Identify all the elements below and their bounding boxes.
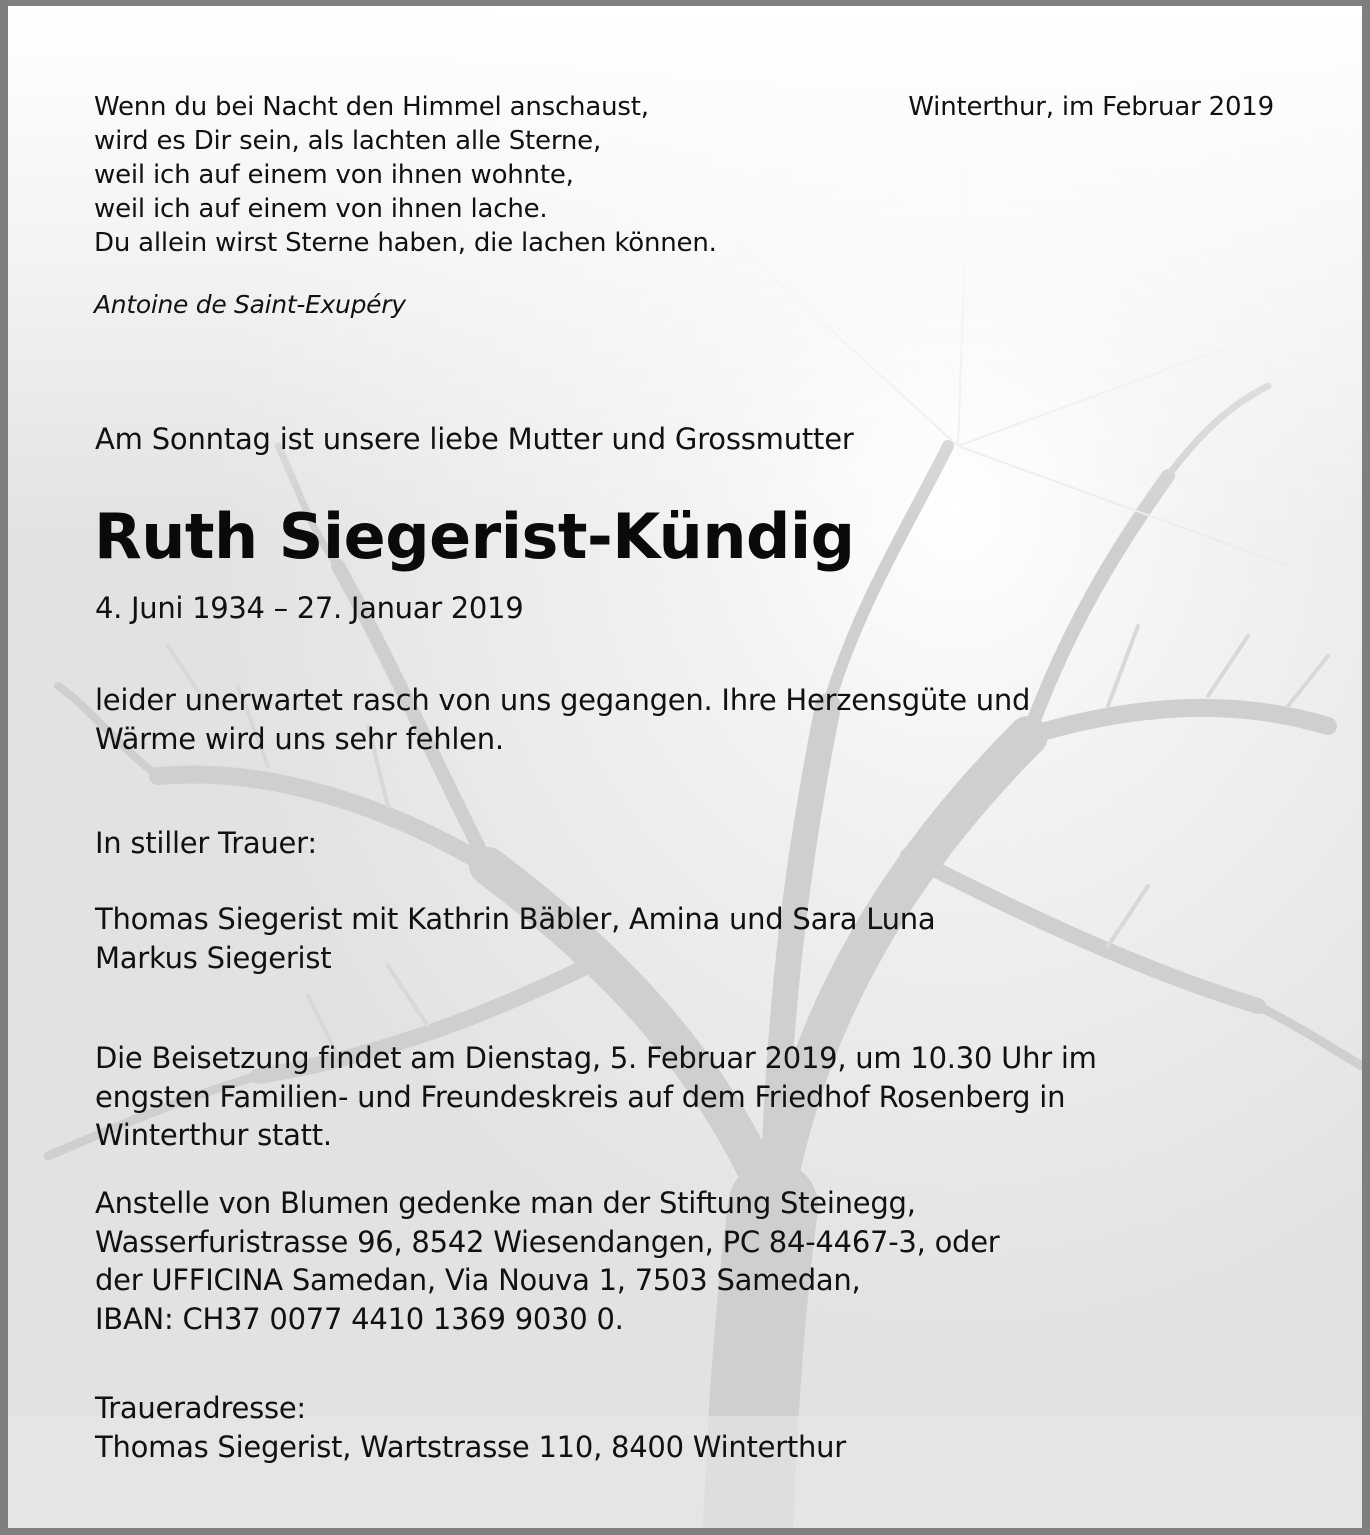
deceased-name: Ruth Siegerist-Kündig: [94, 500, 855, 573]
poem-line: weil ich auf einem von ihnen lache.: [94, 194, 548, 224]
poem: [94, 90, 717, 260]
poem-line: weil ich auf einem von ihnen wohnte,: [94, 160, 574, 190]
donation-line: der UFFICINA Samedan, Via Nouva 1, 7503 Samedan,: [95, 1263, 861, 1297]
donation-line: Wasserfuristrasse 96, 8542 Wiesendangen, PC 84-4467-3, oder: [95, 1224, 1000, 1259]
poem-author: Antoine de Saint-Exupéry: [94, 290, 406, 319]
mourner-name: Thomas Siegerist mit Kathrin Bäbler, Amina und Sara Luna: [95, 902, 936, 936]
donation-info: [95, 1184, 1000, 1338]
funeral-line: Winterthur statt.: [95, 1118, 332, 1152]
place-date: Winterthur, im Februar 2019: [908, 92, 1274, 122]
mourner-name: Markus Siegerist: [95, 940, 332, 975]
poem-line: Du allein wirst Sterne haben, die lachen können.: [94, 228, 717, 258]
poem-line: wird es Dir sein, als lachten alle Sterne,: [94, 126, 602, 156]
donation-line: IBAN: CH37 0077 4410 1369 9030 0.: [95, 1301, 624, 1336]
funeral-info: [95, 1039, 1097, 1155]
funeral-line: engsten Familien- und Freundeskreis auf dem Friedhof Rosenberg in: [95, 1079, 1066, 1114]
address-line: Thomas Siegerist, Wartstrasse 110, 8400 Winterthur: [95, 1429, 846, 1464]
message-line: Wärme wird uns sehr fehlen.: [95, 721, 504, 756]
address-heading: Traueradresse:: [95, 1391, 306, 1425]
mourning-address: [95, 1389, 846, 1466]
poem-line: Wenn du bei Nacht den Himmel anschaust,: [94, 92, 649, 122]
donation-line: Anstelle von Blumen gedenke man der Stiftung Steinegg,: [95, 1186, 916, 1220]
mourners-heading: In stiller Trauer:: [95, 826, 317, 860]
intro-text: Am Sonntag ist unsere liebe Mutter und Grossmutter: [95, 422, 854, 456]
message-line: leider unerwartet rasch von uns gegangen. Ihre Herzensgüte und: [95, 683, 1031, 717]
funeral-line: Die Beisetzung findet am Dienstag, 5. Februar 2019, um 10.30 Uhr im: [95, 1041, 1097, 1075]
mourners-list: [95, 900, 935, 977]
obituary-card: [8, 6, 1362, 1528]
message: [95, 681, 1030, 758]
life-dates: 4. Juni 1934 – 27. Januar 2019: [95, 591, 524, 625]
